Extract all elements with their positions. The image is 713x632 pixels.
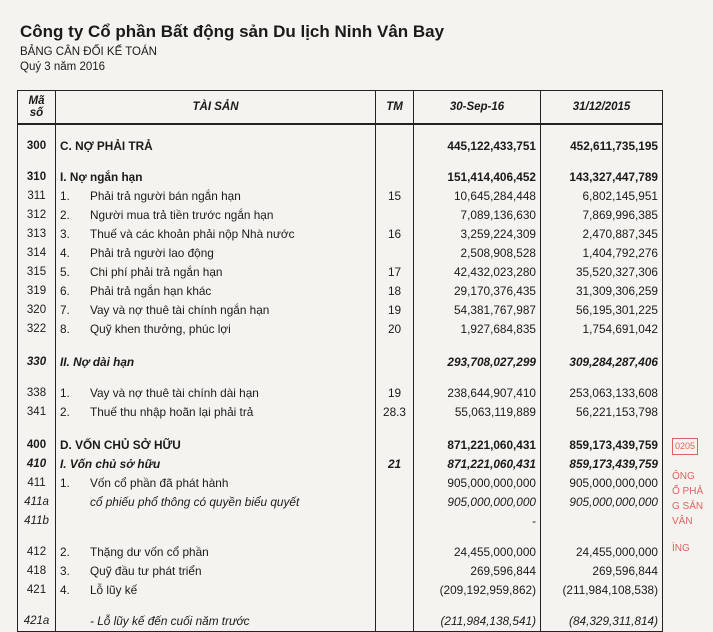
row-label: Quỹ đầu tư phát triển — [90, 564, 202, 578]
company-seal-stamp: 0205 ÔNG Ổ PHẢ G SẢN VÂN ÌNG — [672, 438, 712, 608]
row-index: 6. — [60, 284, 70, 298]
row-value-current: 151,414,406,452 — [414, 168, 541, 187]
row-value-prior: 56,195,301,225 — [541, 301, 663, 320]
row-index: 1. — [60, 189, 70, 203]
row-label: Chi phí phải trả ngắn hạn — [90, 265, 223, 279]
row-code: 411a — [18, 493, 56, 512]
row-value-current: - — [414, 512, 541, 531]
row-code: 315 — [18, 263, 56, 282]
col-header-assets: TÀI SẢN — [56, 91, 376, 125]
row-code: 313 — [18, 225, 56, 244]
row-index: 2. — [60, 405, 70, 419]
table-row — [18, 263, 663, 282]
row-index: 1. — [60, 386, 70, 400]
balance-sheet-table — [17, 90, 663, 632]
table-row — [18, 612, 663, 632]
row-label: - Lỗ lũy kế đến cuối năm trước — [90, 614, 250, 628]
row-code: 320 — [18, 301, 56, 320]
col-header-period-current: 30-Sep-16 — [414, 91, 541, 125]
row-value-prior: 309,284,287,406 — [541, 353, 663, 372]
row-value-prior: 24,455,000,000 — [541, 543, 663, 562]
row-value-prior: 143,327,447,789 — [541, 168, 663, 187]
row-code: 341 — [18, 403, 56, 422]
row-value-prior: 31,309,306,259 — [541, 282, 663, 301]
row-note: 20 — [376, 320, 414, 339]
row-label: cổ phiếu phổ thông có quyền biểu quyết — [90, 495, 300, 509]
row-value-current: 7,089,136,630 — [414, 206, 541, 225]
row-note — [376, 206, 414, 225]
table-row — [18, 225, 663, 244]
row-code: 312 — [18, 206, 56, 225]
row-label: Phải trả người lao động — [90, 246, 214, 260]
row-code: 411b — [18, 512, 56, 531]
table-row — [18, 455, 663, 474]
row-value-current: 42,432,023,280 — [414, 263, 541, 282]
table-row — [18, 474, 663, 493]
table-row — [18, 353, 663, 372]
row-note: 28.3 — [376, 403, 414, 422]
table-row — [18, 543, 663, 562]
row-code: 311 — [18, 187, 56, 206]
table-row — [18, 581, 663, 600]
row-value-current: 871,221,060,431 — [414, 455, 541, 474]
row-code: 421a — [18, 612, 56, 632]
row-code: 412 — [18, 543, 56, 562]
row-note — [376, 353, 414, 372]
row-index: 1. — [60, 476, 70, 490]
row-note — [376, 612, 414, 632]
row-code: 310 — [18, 168, 56, 187]
table-row — [18, 562, 663, 581]
row-note — [376, 581, 414, 600]
table-row — [18, 512, 663, 531]
table-row — [18, 320, 663, 339]
row-value-prior: 6,802,145,951 — [541, 187, 663, 206]
row-value-current: 29,170,376,435 — [414, 282, 541, 301]
row-index: 7. — [60, 303, 70, 317]
row-code: 300 — [18, 137, 56, 156]
row-code: 418 — [18, 562, 56, 581]
row-index: 2. — [60, 545, 70, 559]
table-row — [18, 403, 663, 422]
table-row — [18, 384, 663, 403]
report-title: BẢNG CÂN ĐỐI KẾ TOÁN — [20, 46, 157, 58]
row-value-current: 10,645,284,448 — [414, 187, 541, 206]
row-value-current: 269,596,844 — [414, 562, 541, 581]
row-value-prior: 1,754,691,042 — [541, 320, 663, 339]
row-label: Phải trả ngắn hạn khác — [90, 284, 212, 298]
row-note — [376, 436, 414, 455]
row-note — [376, 168, 414, 187]
row-value-prior: (211,984,108,538) — [541, 581, 663, 600]
row-value-prior: 56,221,153,798 — [541, 403, 663, 422]
row-label: Lỗ lũy kế — [90, 583, 138, 597]
row-value-current: 238,644,907,410 — [414, 384, 541, 403]
row-value-prior: 2,470,887,345 — [541, 225, 663, 244]
table-row — [18, 301, 663, 320]
row-code: 400 — [18, 436, 56, 455]
row-value-prior — [541, 512, 663, 531]
row-note — [376, 562, 414, 581]
table-header-row — [18, 91, 663, 125]
row-note — [376, 543, 414, 562]
row-code: 338 — [18, 384, 56, 403]
table-row — [18, 206, 663, 225]
row-value-current: (209,192,959,862) — [414, 581, 541, 600]
row-value-prior: (84,329,311,814) — [541, 612, 663, 632]
row-code: 421 — [18, 581, 56, 600]
row-index: 3. — [60, 564, 70, 578]
row-value-current: 905,000,000,000 — [414, 493, 541, 512]
row-code: 319 — [18, 282, 56, 301]
row-note — [376, 493, 414, 512]
row-code: 410 — [18, 455, 56, 474]
row-label: Quỹ khen thưởng, phúc lợi — [90, 322, 231, 336]
row-note: 16 — [376, 225, 414, 244]
row-note — [376, 137, 414, 156]
row-label: I. Nợ ngắn hạn — [56, 168, 376, 187]
company-name: Công ty Cổ phần Bất động sản Du lịch Ninh Vân Bay — [20, 22, 445, 41]
table-row — [18, 436, 663, 455]
row-label: C. NỢ PHẢI TRẢ — [56, 137, 376, 156]
col-header-code: Mã số — [18, 91, 56, 125]
row-code: 314 — [18, 244, 56, 263]
row-value-current: 54,381,767,987 — [414, 301, 541, 320]
col-header-period-prior: 31/12/2015 — [541, 91, 663, 125]
row-value-current: 2,508,908,528 — [414, 244, 541, 263]
row-value-current: 1,927,684,835 — [414, 320, 541, 339]
report-period: Quý 3 năm 2016 — [20, 61, 106, 73]
row-label: Vay và nợ thuê tài chính dài hạn — [90, 386, 259, 400]
row-label: Vốn cổ phần đã phát hành — [90, 476, 229, 490]
table-row — [18, 244, 663, 263]
col-header-note: TM — [376, 91, 414, 125]
row-note: 21 — [376, 455, 414, 474]
row-note — [376, 244, 414, 263]
row-code: 322 — [18, 320, 56, 339]
row-value-current: (211,984,138,541) — [414, 612, 541, 632]
row-index: 8. — [60, 322, 70, 336]
row-code: 411 — [18, 474, 56, 493]
table-row — [18, 187, 663, 206]
row-value-current: 24,455,000,000 — [414, 543, 541, 562]
row-value-current: 871,221,060,431 — [414, 436, 541, 455]
row-value-current: 445,122,433,751 — [414, 137, 541, 156]
row-label: D. VỐN CHỦ SỞ HỮU — [56, 436, 376, 455]
row-value-current: 3,259,224,309 — [414, 225, 541, 244]
row-value-prior: 859,173,439,759 — [541, 455, 663, 474]
row-code: 330 — [18, 353, 56, 372]
row-label: Phải trả người bán ngắn hạn — [90, 189, 241, 203]
row-value-prior: 905,000,000,000 — [541, 493, 663, 512]
row-value-current: 55,063,119,889 — [414, 403, 541, 422]
row-label: Thuế thu nhập hoãn lại phải trả — [90, 405, 254, 419]
table-row — [18, 282, 663, 301]
row-label: II. Nợ dài hạn — [56, 353, 376, 372]
row-value-prior: 269,596,844 — [541, 562, 663, 581]
row-note: 17 — [376, 263, 414, 282]
row-note: 15 — [376, 187, 414, 206]
row-index: 2. — [60, 208, 70, 222]
row-value-prior: 7,869,996,385 — [541, 206, 663, 225]
table-row — [18, 137, 663, 156]
row-note: 18 — [376, 282, 414, 301]
row-value-prior: 253,063,133,608 — [541, 384, 663, 403]
row-value-prior: 452,611,735,195 — [541, 137, 663, 156]
row-note — [376, 474, 414, 493]
row-label: Thuế và các khoản phải nộp Nhà nước — [90, 227, 295, 241]
table-row — [18, 493, 663, 512]
row-index: 4. — [60, 583, 70, 597]
row-index: 3. — [60, 227, 70, 241]
row-value-prior: 1,404,792,276 — [541, 244, 663, 263]
row-label: Vay và nợ thuê tài chính ngắn hạn — [90, 303, 270, 317]
table-row — [18, 168, 663, 187]
row-index: 5. — [60, 265, 70, 279]
row-value-current: 293,708,027,299 — [414, 353, 541, 372]
row-label: I. Vốn chủ sở hữu — [56, 455, 376, 474]
row-note: 19 — [376, 384, 414, 403]
row-label — [56, 512, 376, 531]
row-value-prior: 35,520,327,306 — [541, 263, 663, 282]
row-label: Thặng dư vốn cổ phần — [90, 545, 209, 559]
row-value-prior: 905,000,000,000 — [541, 474, 663, 493]
row-note: 19 — [376, 301, 414, 320]
row-value-current: 905,000,000,000 — [414, 474, 541, 493]
row-value-prior: 859,173,439,759 — [541, 436, 663, 455]
row-index: 4. — [60, 246, 70, 260]
row-note — [376, 512, 414, 531]
row-label: Người mua trả tiền trước ngắn hạn — [90, 208, 274, 222]
